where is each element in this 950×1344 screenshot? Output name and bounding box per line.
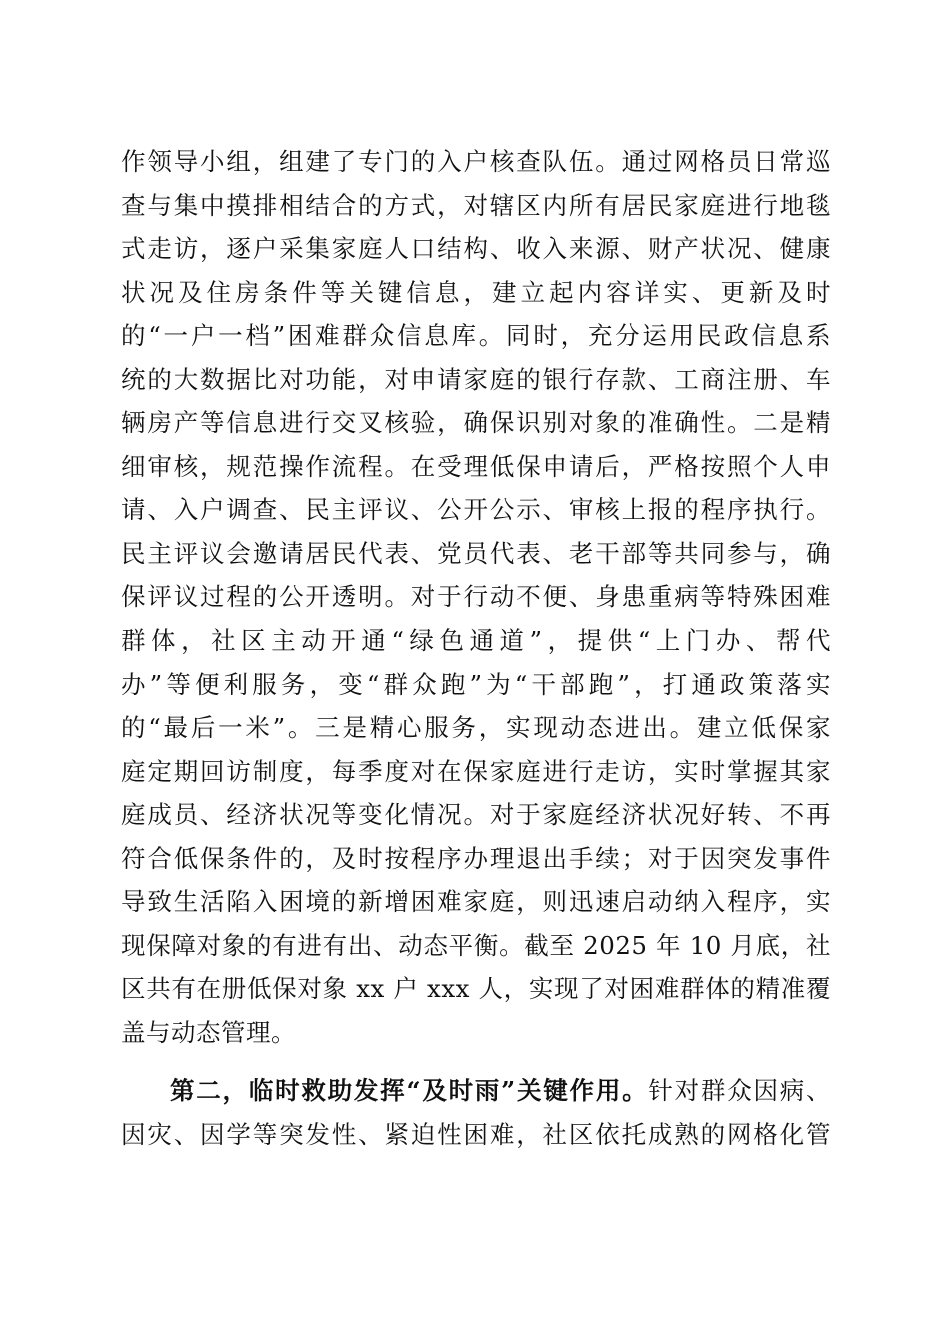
text-line: 式走访，逐户采集家庭人口结构、收入来源、财产状况、健康 [121,234,831,264]
text-line: 统的大数据比对功能，对申请家庭的银行存款、工商注册、车 [121,364,831,394]
section-heading: 第二，临时救助发挥“及时雨”关键作用。 [170,1076,649,1106]
text-line [121,1069,831,1113]
text-line: 导致生活陷入困境的新增困难家庭，则迅速启动纳入程序，实 [121,887,831,917]
text-line: 作领导小组，组建了专门的入户核查队伍。通过网格员日常巡 [121,147,831,176]
paragraph-spacer [121,1054,831,1069]
text-line: 庭定期回访制度，每季度对在保家庭进行走访，实时掌握其家 [121,756,831,786]
text-line: 现保障对象的有进有出、动态平衡。截至 2025 年 10 月底，社 [121,930,831,960]
body-text [121,140,831,1157]
text-line: 查与集中摸排相结合的方式，对辖区内所有居民家庭进行地毯 [121,190,831,220]
text-line: 状况及住房条件等关键信息，建立起内容详实、更新及时 [121,277,831,307]
text-line: 的“一户一档”困难群众信息库。同时，充分运用民政信息系 [121,321,831,351]
text-line: 区共有在册低保对象 xx 户 xxx 人，实现了对困难群体的精准覆 [121,974,831,1004]
paragraph-2 [121,1069,831,1156]
text-line: 保评议过程的公开透明。对于行动不便、身患重病等特殊困难 [121,582,831,612]
paragraph-1 [121,140,831,1054]
text-line: 庭成员、经济状况等变化情况。对于家庭经济状况好转、不再 [121,800,831,830]
text-line: 细审核，规范操作流程。在受理低保申请后，严格按照个人申 [121,451,831,481]
text-line: 群体，社区主动开通“绿色通道”，提供“上门办、帮代 [121,626,831,656]
text-run: 针对群众因病、 [648,1076,832,1106]
text-line: 盖与动态管理。 [121,1017,296,1047]
text-line: 请、入户调查、民主评议、公开公示、审核上报的程序执行。 [121,495,831,525]
text-line: 辆房产等信息进行交叉核验，确保识别对象的准确性。二是精 [121,408,831,438]
text-line: 的“最后一米”。三是精心服务，实现动态进出。建立低保家 [121,713,831,743]
text-line: 因灾、因学等突发性、紧迫性困难，社区依托成熟的网格化管 [121,1120,831,1150]
text-line: 符合低保条件的，及时按程序办理退出手续；对于因突发事件 [121,843,831,873]
text-line: 办”等便利服务，变“群众跑”为“干部跑”，打通政策落实 [121,669,831,699]
text-line: 民主评议会邀请居民代表、党员代表、老干部等共同参与，确 [121,538,831,568]
